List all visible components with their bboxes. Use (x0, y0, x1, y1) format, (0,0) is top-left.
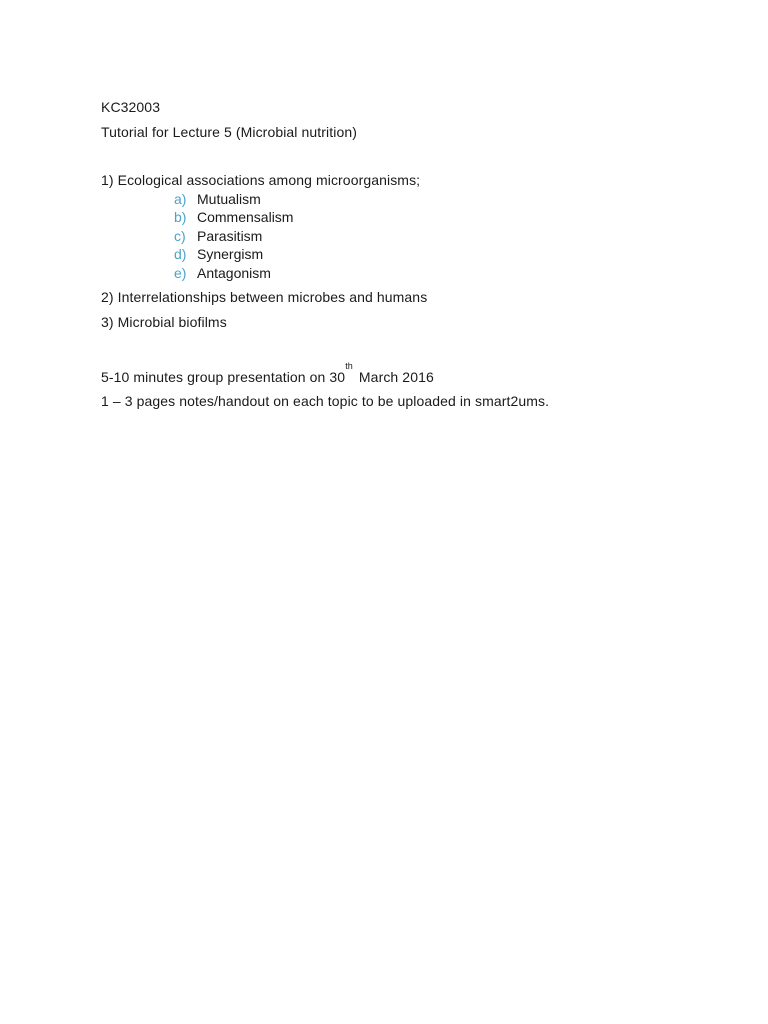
list-item: 1) Ecological associations among microorganisms; (101, 172, 421, 188)
handout-note: 1 – 3 pages notes/handout on each topic to be uploaded in smart2ums. (101, 393, 550, 409)
list-item: 2) Interrelationships between microbes and humans (101, 289, 428, 305)
course-code: KC32003 (101, 99, 161, 115)
sub-list-text: Parasitism (197, 228, 263, 244)
document-page (101, 0, 721, 1024)
sub-list-text: Synergism (197, 246, 264, 262)
sub-list-marker: e) (174, 265, 187, 281)
presentation-note (101, 361, 434, 387)
list-item: 3) Microbial biofilms (101, 314, 227, 330)
presentation-text: 5-10 minutes group presentation on 30 (101, 369, 346, 385)
sub-list-marker: d) (174, 246, 187, 262)
sub-list-item (174, 209, 293, 225)
sub-list-item (174, 265, 271, 281)
sub-list-item (174, 191, 261, 207)
document-title: Tutorial for Lecture 5 (Microbial nutrition) (101, 124, 357, 140)
sub-list-marker: c) (174, 228, 186, 244)
sub-list-item (174, 228, 262, 244)
date-superscript: th (345, 361, 353, 371)
sub-list-text: Mutualism (197, 191, 261, 207)
sub-list-marker: a) (174, 191, 187, 207)
sub-list-text: Antagonism (197, 265, 271, 281)
presentation-date: March 2016 (358, 369, 434, 385)
sub-list-item (174, 246, 263, 262)
sub-list-text: Commensalism (197, 209, 294, 225)
sub-list-marker: b) (174, 209, 187, 225)
